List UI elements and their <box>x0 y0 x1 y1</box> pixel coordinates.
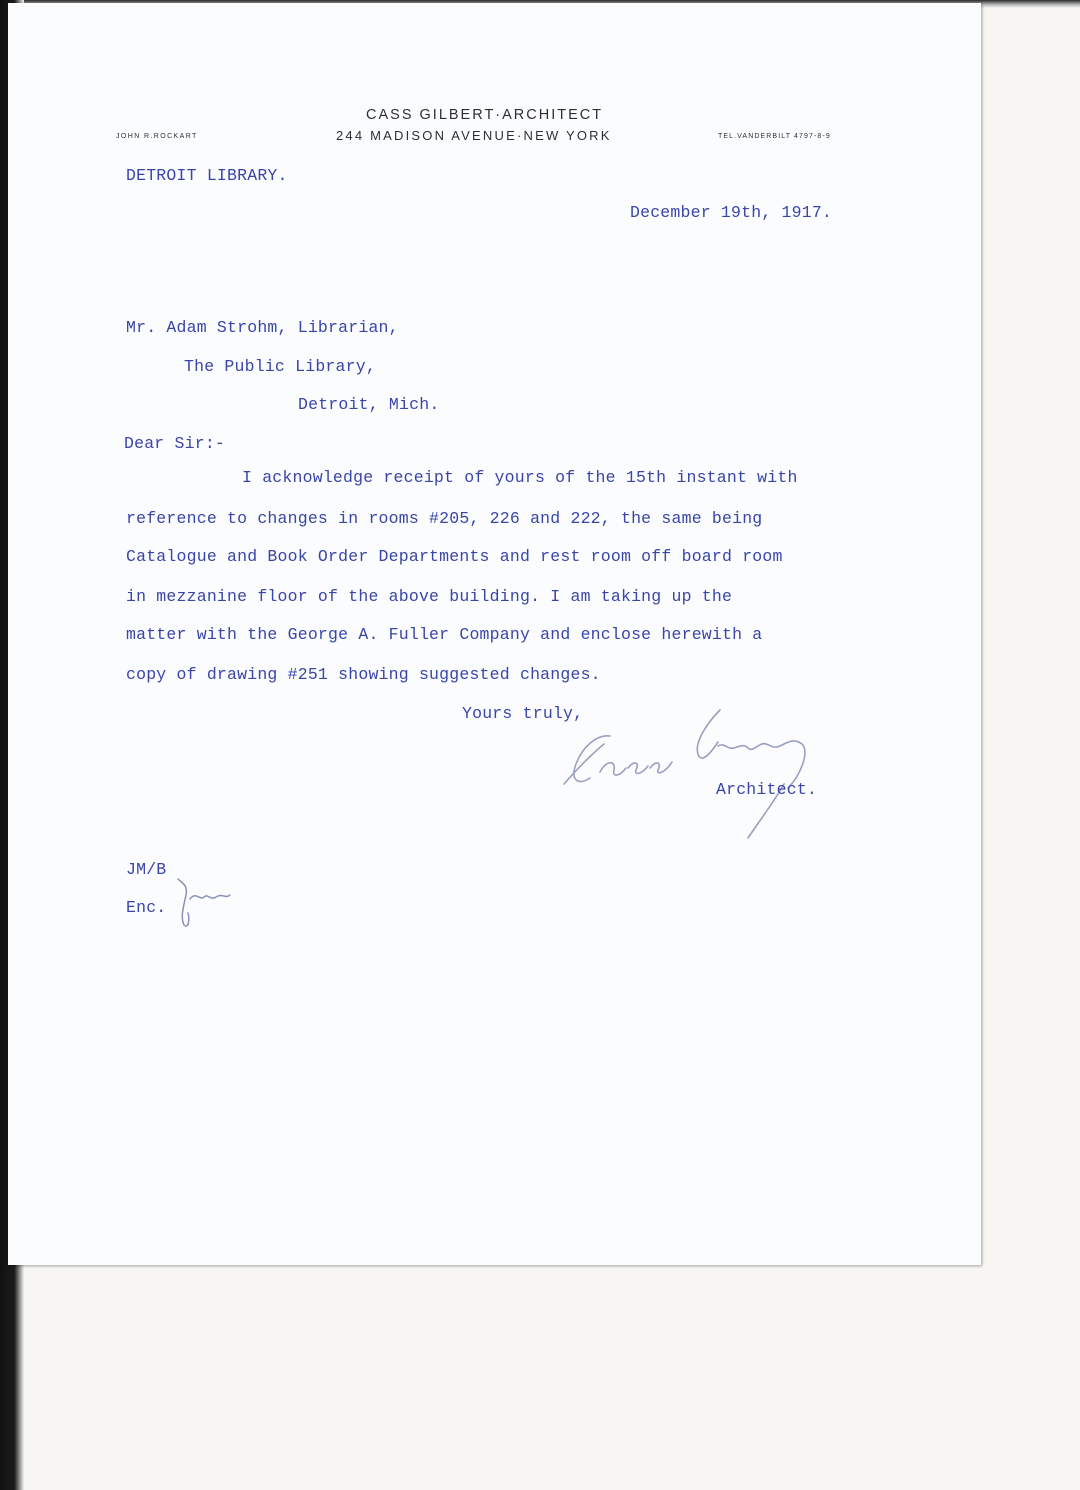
enclosure-note: Enc. <box>126 898 167 917</box>
letter-sheet <box>8 3 981 1265</box>
addressee-line: Detroit, Mich. <box>298 395 440 414</box>
letterhead-firm: CASS GILBERT·ARCHITECT <box>366 107 604 123</box>
letter-heading: DETROIT LIBRARY. <box>126 166 288 185</box>
letterhead-telephone: TEL.VANDERBILT 4797-8-9 <box>718 133 831 140</box>
letterhead-address: 244 MADISON AVENUE·NEW YORK <box>336 128 612 143</box>
body-line: reference to changes in rooms #205, 226 and 222, the same being <box>126 509 763 528</box>
letterhead-left-name: JOHN R.ROCKART <box>116 133 198 140</box>
body-line: in mezzanine floor of the above building. I am taking up the <box>126 587 733 606</box>
reference-initials: JM/B <box>126 860 167 879</box>
handwritten-signature <box>548 698 828 848</box>
body-line: copy of drawing #251 showing suggested changes. <box>126 665 601 684</box>
body-line: I acknowledge receipt of yours of the 15th instant with <box>242 468 798 487</box>
body-line: matter with the George A. Fuller Company and enclose herewith a <box>126 625 763 644</box>
addressee-line: The Public Library, <box>184 357 376 376</box>
salutation: Dear Sir:- <box>124 434 226 453</box>
addressee-line: Mr. Adam Strohm, Librarian, <box>126 318 399 337</box>
closing: Yours truly, <box>462 704 584 723</box>
letter-date: December 19th, 1917. <box>630 203 833 222</box>
body-line: Catalogue and Book Order Departments and rest room off board room <box>126 547 783 566</box>
handwritten-initials <box>166 873 236 933</box>
signer-title: Architect. <box>716 780 818 799</box>
